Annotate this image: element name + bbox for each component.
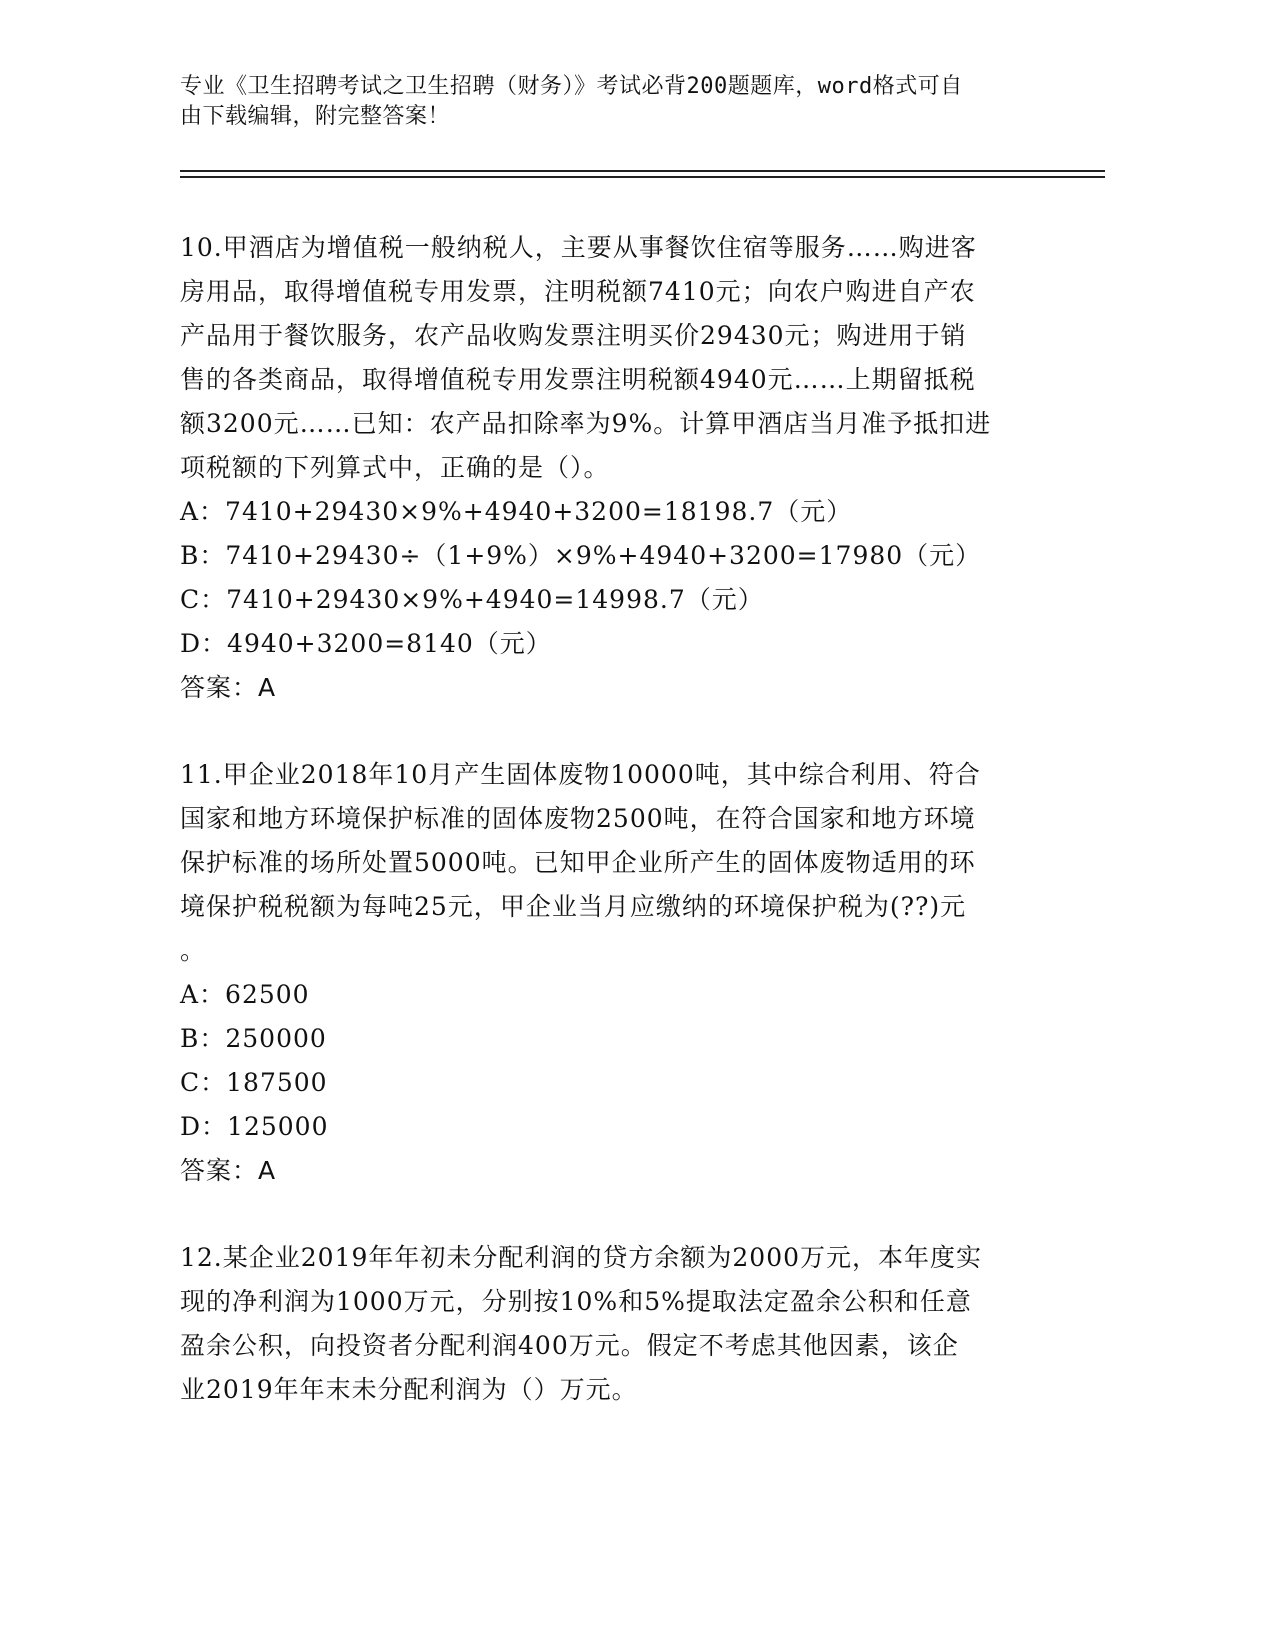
option-a: A：7410+29430×9%+4940+3200=18198.7（元） <box>180 497 853 526</box>
question-list <box>180 226 1080 1412</box>
question-text-line: 项税额的下列算式中，正确的是（）。 <box>180 453 610 482</box>
answer-line: 答案：A <box>180 1156 277 1185</box>
header-line: 专业《卫生招聘考试之卫生招聘（财务）》考试必背200题题库，word格式可自 <box>180 74 963 99</box>
question-text-line: 保护标准的场所处置5000吨。已知甲企业所产生的固体废物适用的环 <box>180 848 976 877</box>
option-b: B：7410+29430÷（1+9%）×9%+4940+3200=17980（元） <box>180 541 982 570</box>
header-rule-top <box>180 170 1105 172</box>
header-rule-bottom <box>180 176 1105 178</box>
question-gap <box>180 1193 1080 1236</box>
option-c: C：7410+29430×9%+4940=14998.7（元） <box>180 585 764 614</box>
question-text-line: 国家和地方环境保护标准的固体废物2500吨，在符合国家和地方环境 <box>180 804 976 833</box>
answer-line: 答案：A <box>180 673 277 702</box>
question-text-line: 10.甲酒店为增值税一般纳税人，主要从事餐饮住宿等服务……购进客 <box>180 233 977 262</box>
question-12 <box>180 1236 1080 1412</box>
question-text-line: 额3200元……已知：农产品扣除率为9%。计算甲酒店当月准予抵扣进 <box>180 409 992 438</box>
option-d: D：4940+3200=8140（元） <box>180 629 552 658</box>
option-c: C：187500 <box>180 1068 328 1097</box>
option-d: D：125000 <box>180 1112 329 1141</box>
question-text-line: 产品用于餐饮服务，农产品收购发票注明买价29430元；购进用于销 <box>180 321 967 350</box>
question-text-line: 。 <box>180 936 207 965</box>
question-text-line: 境保护税税额为每吨25元，甲企业当月应缴纳的环境保护税为(??)元 <box>180 892 967 921</box>
question-text-line: 盈余公积，向投资者分配利润400万元。假定不考虑其他因素，该企 <box>180 1331 959 1360</box>
question-text-line: 业2019年年末未分配利润为（）万元。 <box>180 1375 638 1404</box>
question-10 <box>180 226 1080 710</box>
question-text-line: 12.某企业2019年年初未分配利润的贷方余额为2000万元，本年度实 <box>180 1243 983 1272</box>
header-line: 由下载编辑，附完整答案！ <box>180 104 451 129</box>
question-text-line: 房用品，取得增值税专用发票，注明税额7410元；向农户购进自产农 <box>180 277 976 306</box>
question-text-line: 11.甲企业2018年10月产生固体废物10000吨，其中综合利用、符合 <box>180 760 981 789</box>
question-text-line: 售的各类商品，取得增值税专用发票注明税额4940元……上期留抵税 <box>180 365 976 394</box>
question-text-line: 现的净利润为1000万元，分别按10%和5%提取法定盈余公积和任意 <box>180 1287 972 1316</box>
document-header <box>180 72 1060 132</box>
question-11 <box>180 753 1080 1193</box>
option-a: A：62500 <box>180 980 310 1009</box>
option-b: B：250000 <box>180 1024 327 1053</box>
question-gap <box>180 710 1080 753</box>
